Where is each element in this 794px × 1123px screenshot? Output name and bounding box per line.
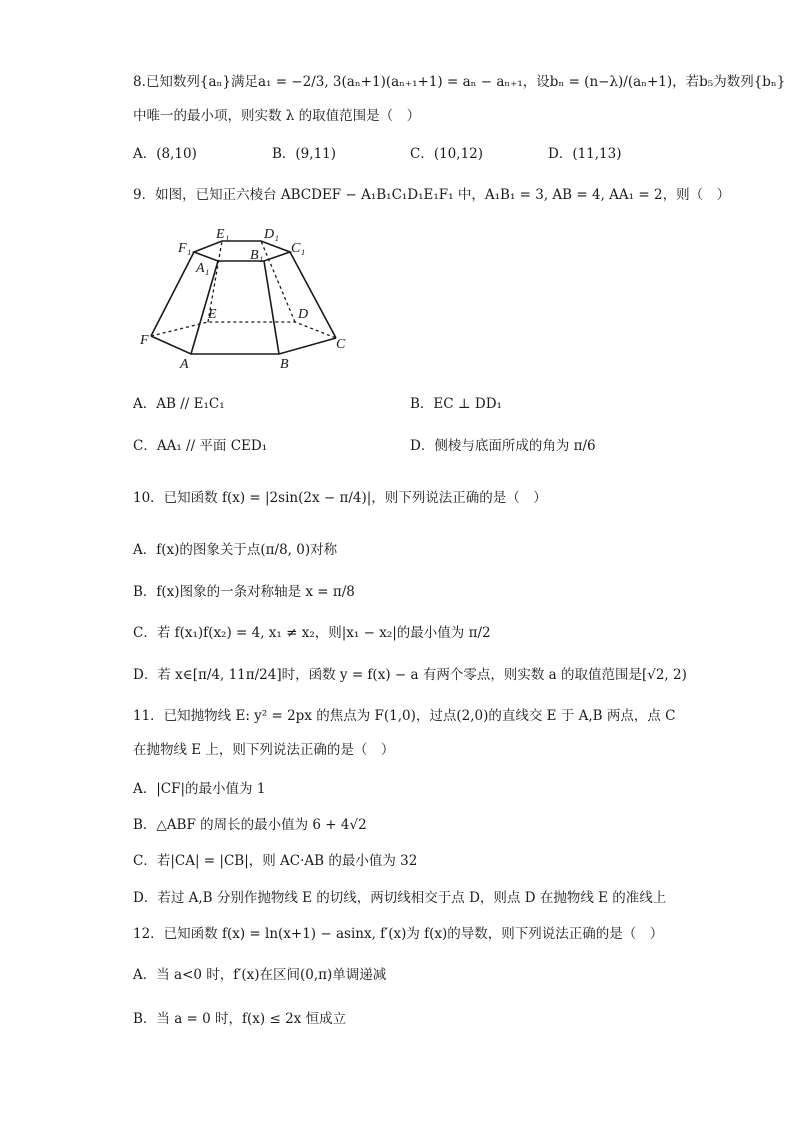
- label-e1: E₁: [216, 227, 230, 242]
- hexagonal-frustum-figure: [138, 222, 358, 372]
- q11-option-d: D．若过 A,B 分别作抛物线 E 的切线，两切线相交于点 D，则点 D 在抛物线 E 的准线上: [133, 890, 667, 906]
- label-a1: A₁: [196, 261, 210, 276]
- q9-option-d: D．侧棱与底面所成的角为 π/6: [410, 438, 596, 454]
- q8-option-a: A．(8,10): [133, 146, 197, 162]
- q11-stem-line2: 在抛物线 E 上，则下列说法正确的是（ ）: [133, 742, 395, 758]
- q12-option-b: B．当 a = 0 时，f(x) ≤ 2x 恒成立: [133, 1011, 347, 1027]
- q11-stem-line1: 11．已知抛物线 E: y² = 2px 的焦点为 F(1,0)，过点(2,0)的直线交 E 于 A,B 两点，点 C: [133, 708, 676, 724]
- edge-ff1: [151, 252, 194, 336]
- q8-option-d: D．(11,13): [548, 146, 622, 162]
- label-e: E: [208, 307, 217, 322]
- bottom-hidden-edges: [151, 322, 336, 338]
- q10-option-d: D．若 x∈[π/4, 11π/24]时，函数 y = f(x) − a 有两个零点，则实数 a 的取值范围是[√2, 2): [133, 667, 687, 683]
- q11-option-a: A．|CF|的最小值为 1: [133, 781, 266, 797]
- label-a: A: [180, 357, 189, 372]
- q8-stem-line1: 8.已知数列{aₙ}满足a₁ = −2/3, 3(aₙ+1)(aₙ₊₁+1) = aₙ − aₙ₊₁，设bₙ = (n−λ)/(aₙ+1)，若b₅为数列{bₙ}: [133, 74, 786, 90]
- label-d: D: [298, 307, 309, 322]
- q11-option-c: C．若|CA| = |CB|，则 AC·AB 的最小值为 32: [133, 853, 418, 869]
- q12-option-a: A．当 a<0 时，f′(x)在区间(0,π)单调递减: [133, 967, 387, 983]
- edge-bb1: [264, 261, 279, 354]
- q9-stem: 9．如图，已知正六棱台 ABCDEF − A₁B₁C₁D₁E₁F₁ 中，A₁B₁ = 3, AB = 4, AA₁ = 2，则（ ）: [133, 187, 731, 203]
- label-b: B: [280, 357, 289, 372]
- q8-stem-line2: 中唯一的最小项，则实数 λ 的取值范围是（ ）: [133, 108, 421, 124]
- label-f1: F₁: [178, 241, 192, 256]
- q9-option-c: C．AA₁ // 平面 CED₁: [133, 438, 268, 454]
- q9-option-b: B．EC ⊥ DD₁: [410, 396, 502, 412]
- q8-option-b: B．(9,11): [272, 146, 337, 162]
- label-c: C: [336, 337, 346, 352]
- q10-option-b: B．f(x)图象的一条对称轴是 x = π/8: [133, 584, 355, 600]
- top-hexagon: [194, 241, 290, 261]
- q11-option-b: B．△ABF 的周长的最小值为 6 + 4√2: [133, 817, 367, 833]
- label-f: F: [140, 333, 149, 348]
- label-d1: D₁: [264, 227, 279, 242]
- bottom-front-edges: [151, 336, 336, 354]
- edge-cc1: [290, 252, 336, 338]
- q10-option-c: C．若 f(x₁)f(x₂) = 4, x₁ ≠ x₂，则|x₁ − x₂|的最小值为 π/2: [133, 625, 491, 641]
- label-b1: B₁: [250, 248, 264, 263]
- q8-option-c: C．(10,12): [410, 146, 484, 162]
- q10-option-a: A．f(x)的图象关于点(π/8, 0)对称: [133, 542, 338, 558]
- label-c1: C₁: [291, 241, 306, 256]
- q9-option-a: A．AB // E₁C₁: [133, 396, 225, 412]
- q12-stem: 12．已知函数 f(x) = ln(x+1) − asinx, f′(x)为 f(x)的导数，则下列说法正确的是（ ）: [133, 926, 664, 942]
- q10-stem: 10．已知函数 f(x) = |2sin(2x − π/4)|，则下列说法正确的是（ ）: [133, 490, 547, 506]
